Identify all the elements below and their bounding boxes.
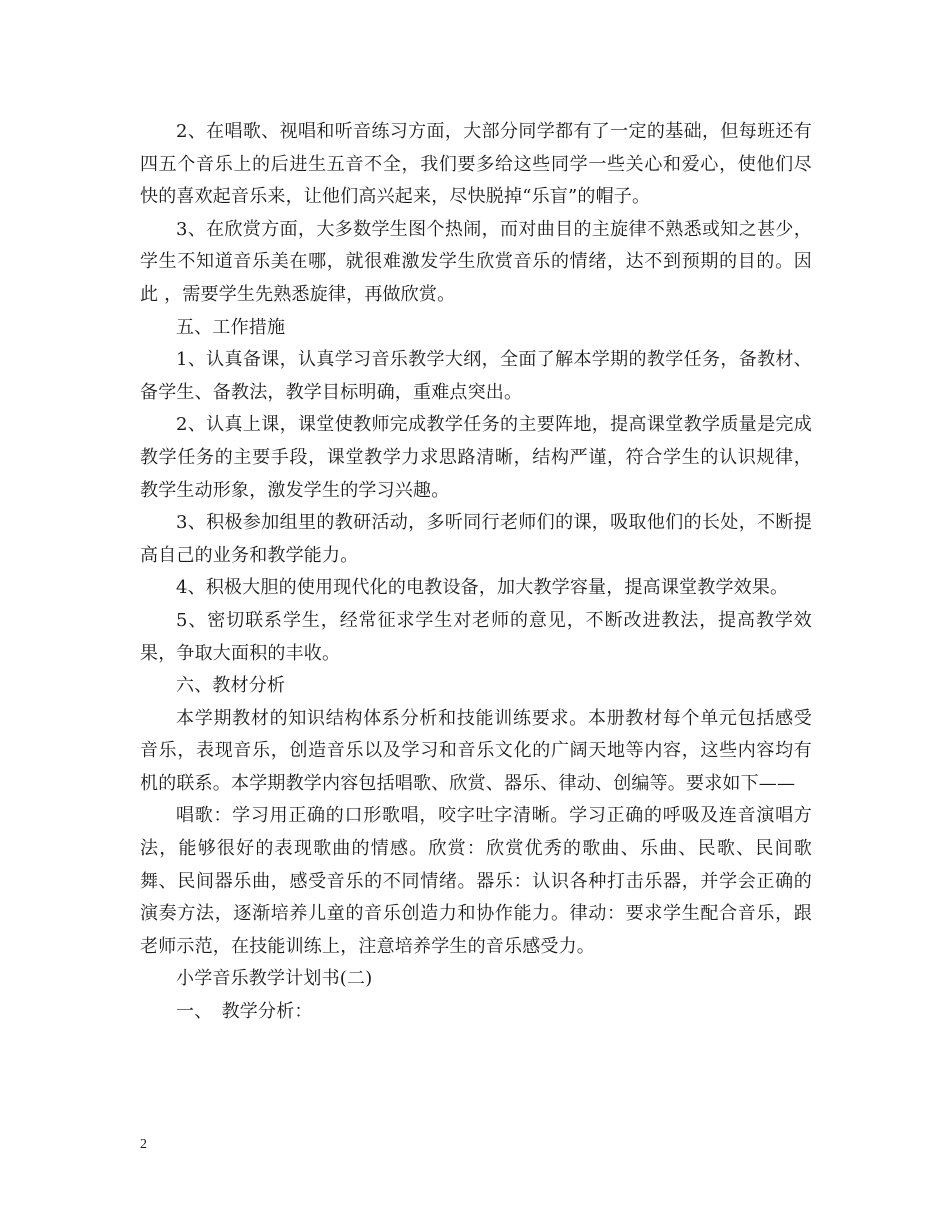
paragraph-singing-practice: 2、在唱歌、视唱和听音练习方面，大部分同学都有了一定的基础，但每班还有四五个音乐上的后进生五音不全，我们要多给这些同学一些关心和爱心，使他们尽快的喜欢起音乐来，让他们高兴起来，尽快脱掉“乐盲”的帽子。 (140, 121, 812, 208)
section-heading-work-measures: 五、工作措施 (176, 316, 286, 338)
section-heading-teaching-analysis: 一、 教学分析： (176, 1001, 313, 1023)
document-subtitle: 小学音乐教学计划书(二) (176, 968, 373, 990)
paragraph-teaching: 2、认真上课，课堂使教师完成教学任务的主要阵地，提高课堂教学质量是完成教学任务的主要手段，课堂教学力求思路清晰，结构严谨，符合学生的认识规律，教学生动形象，激发学生的学习兴趣。 (140, 414, 812, 501)
paragraph-material-structure: 本学期教材的知识结构体系分析和技能训练要求。本册教材每个单元包括感受音乐，表现音乐，创造音乐以及学习和音乐文化的广阔天地等内容，这些内容均有机的联系。本学期教学内容包括唱歌、欣赏、器乐、律动、创编等。要求如下—— (140, 707, 812, 794)
paragraph-feedback: 5、密切联系学生，经常征求学生对老师的意见，不断改进教法，提高教学效果，争取大面积的丰收。 (140, 609, 812, 664)
paragraph-lesson-prep: 1、认真备课，认真学习音乐教学大纲，全面了解本学期的教学任务，备教材、备学生、备教法，教学目标明确，重难点突出。 (140, 349, 812, 403)
paragraph-appreciation: 3、在欣赏方面，大多数学生图个热闹，而对曲目的主旋律不熟悉或知之甚少，学生不知道音乐美在哪，就很难激发学生欣赏音乐的情绪，达不到预期的目的。因此 ，需要学生先熟悉旋律，再做欣赏。 (140, 218, 812, 305)
document-body (140, 116, 812, 1029)
paragraph-research: 3、积极参加组里的教研活动，多听同行老师们的课，吸取他们的长处，不断提高自己的业务和教学能力。 (140, 512, 812, 566)
page-number: 2 (140, 1137, 147, 1152)
paragraph-requirements: 唱歌：学习用正确的口形歌唱，咬字吐字清晰。学习正确的呼吸及连音演唱方法，能够很好的表现歌曲的情感。欣赏：欣赏优秀的歌曲、乐曲、民歌、民间歌舞、民间器乐曲，感受音乐的不同情绪。器乐：认识各种打击乐器，并学会正确的演奏方法，逐渐培养儿童的音乐创造力和协作能力。律动：要求学生配合音乐，跟老师示范，在技能训练上，注意培养学生的音乐感受力。 (140, 805, 812, 957)
paragraph-equipment: 4、积极大胆的使用现代化的电教设备，加大教学容量，提高课堂教学效果。 (176, 577, 789, 599)
section-heading-material-analysis: 六、教材分析 (176, 675, 286, 697)
